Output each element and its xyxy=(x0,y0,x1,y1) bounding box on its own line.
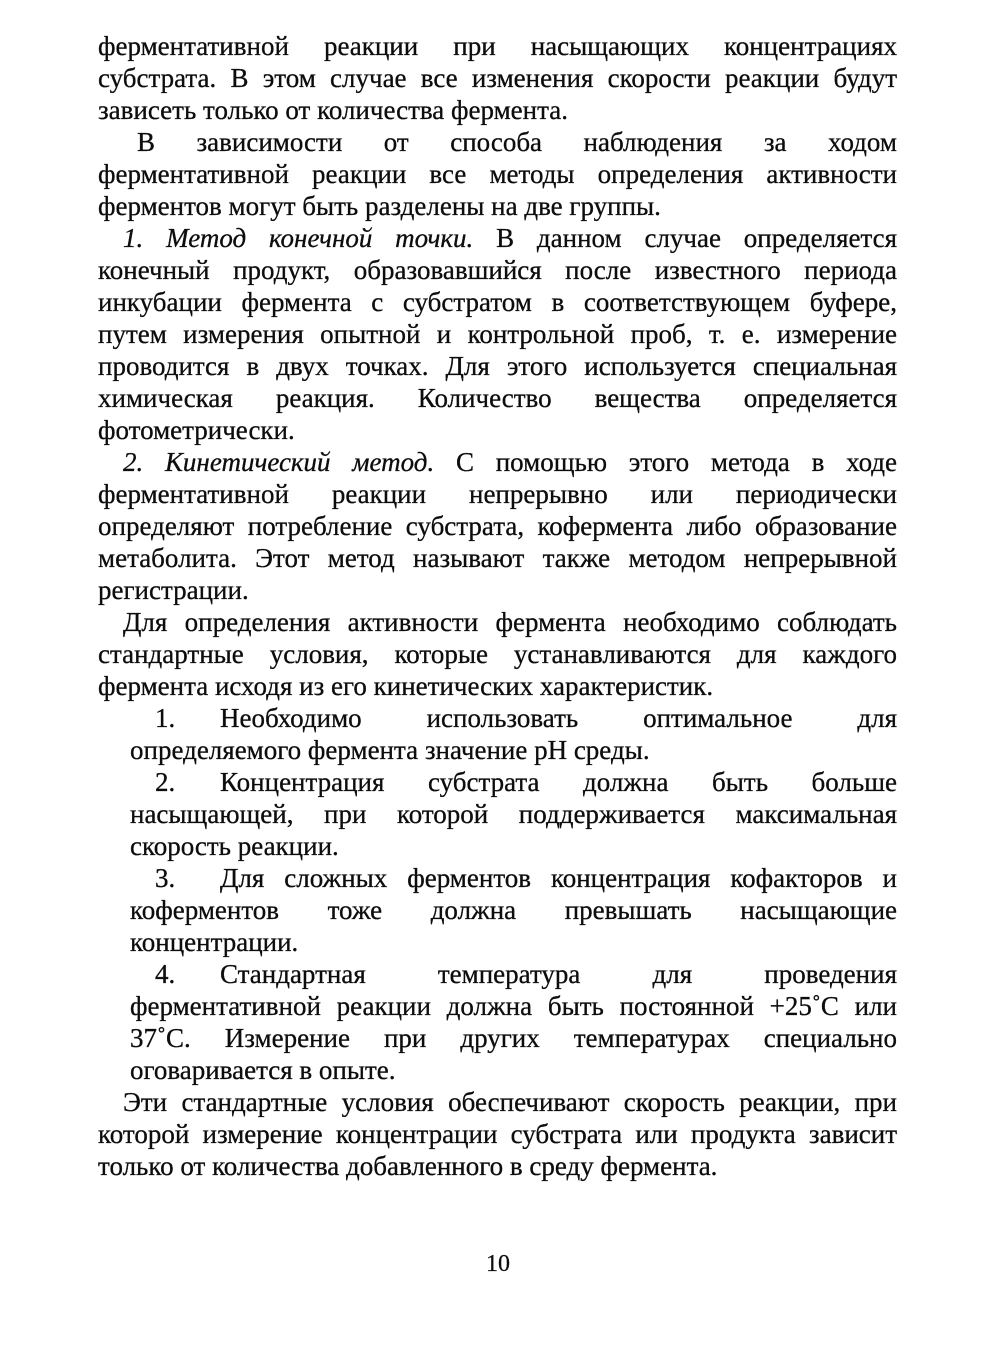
list-item-number: 3. xyxy=(155,863,176,893)
line-text: С помощью этого метода в ходе xyxy=(455,447,898,477)
list-item-number: 4. xyxy=(155,959,176,989)
paragraph-line: инкубации фермента с субстратом в соответствующем буфере, xyxy=(98,287,897,317)
list-item-line: ферментативной реакции должна быть постоянной +25˚С или xyxy=(130,991,897,1021)
list-item-number: 1. xyxy=(155,703,176,733)
line-text: Для сложных ферментов концентрация кофакторов и xyxy=(220,863,897,893)
paragraph-line xyxy=(98,446,897,478)
list-item-line: насыщающей, при которой поддерживается максимальная xyxy=(130,799,897,829)
paragraph-line: которой измерение концентрации субстрата или продукта зависит xyxy=(98,1119,897,1149)
paragraph-line: ферментативной реакции при насыщающих концентрациях xyxy=(98,31,897,61)
paragraph-line: Для определения активности фермента необходимо соблюдать xyxy=(123,607,897,637)
list-item-line xyxy=(130,766,897,798)
list-item-line xyxy=(130,958,897,990)
list-item-line: оговаривается в опыте. xyxy=(130,1055,396,1085)
paragraph-line: Эти стандартные условия обеспечивают скорость реакции, при xyxy=(123,1087,897,1117)
conditions-list xyxy=(130,702,897,1086)
paragraph-4 xyxy=(98,446,897,606)
paragraph-line xyxy=(98,222,897,254)
paragraph-line: ферментативной реакции непрерывно или периодически xyxy=(98,479,897,509)
method-title: 2. Кинетический метод. xyxy=(123,447,435,477)
paragraph-line: путем измерения опытной и контрольной проб, т. е. измерение xyxy=(98,319,897,349)
list-item xyxy=(130,958,897,1086)
paragraph-line: проводится в двух точках. Для этого используется специальная xyxy=(98,351,897,381)
paragraph-line: конечный продукт, образовавшийся после известного периода xyxy=(98,255,897,285)
paragraph-line: ферментов могут быть разделены на две группы. xyxy=(98,191,661,221)
paragraph-5 xyxy=(98,606,897,702)
list-item-line: определяемого фермента значение pH среды. xyxy=(130,735,650,765)
line-text: Необходимо использовать оптимальное для xyxy=(220,703,897,733)
list-item-line xyxy=(130,862,897,894)
list-item-line xyxy=(130,702,897,734)
paragraph-3 xyxy=(98,222,897,446)
line-text: Концентрация субстрата должна быть больше xyxy=(220,767,897,797)
paragraph-line: стандартные условия, которые устанавливаются для каждого xyxy=(98,639,897,669)
paragraph-line: зависеть только от количества фермента. xyxy=(98,95,568,125)
list-item-line: концентрации. xyxy=(130,927,299,957)
page-text xyxy=(98,30,897,1182)
list-item-number: 2. xyxy=(155,767,176,797)
list-item xyxy=(130,766,897,862)
paragraph-line: только от количества добавленного в среду фермента. xyxy=(98,1151,718,1181)
list-item xyxy=(130,702,897,766)
paragraph-1 xyxy=(98,30,897,126)
paragraph-line: В зависимости от способа наблюдения за ходом xyxy=(137,127,897,157)
paragraph-line: химическая реакция. Количество вещества определяется xyxy=(98,383,897,413)
list-item-line: коферментов тоже должна превышать насыщающие xyxy=(130,895,897,925)
list-item-line: 37˚С. Измерение при других температурах специально xyxy=(130,1023,897,1053)
page-number: 10 xyxy=(486,1251,510,1277)
paragraph-line: метаболита. Этот метод называют также методом непрерывной xyxy=(98,543,897,573)
paragraph-line: фермента исходя из его кинетических характеристик. xyxy=(98,671,714,701)
paragraph-2 xyxy=(98,126,897,222)
method-title: 1. Метод конечной точки. xyxy=(123,223,474,253)
paragraph-6 xyxy=(98,1086,897,1182)
paragraph-line: субстрата. В этом случае все изменения скорости реакции будут xyxy=(98,63,897,93)
paragraph-line: регистрации. xyxy=(98,575,249,605)
paragraph-line: определяют потребление субстрата, кофермента либо образование xyxy=(98,511,897,541)
paragraph-line: фотометрически. xyxy=(98,415,295,445)
list-item-line: скорость реакции. xyxy=(130,831,339,861)
list-item xyxy=(130,862,897,958)
line-text: Стандартная температура для проведения xyxy=(220,959,897,989)
paragraph-line: ферментативной реакции все методы определения активности xyxy=(98,159,897,189)
line-text: В данном случае определяется xyxy=(496,223,898,253)
